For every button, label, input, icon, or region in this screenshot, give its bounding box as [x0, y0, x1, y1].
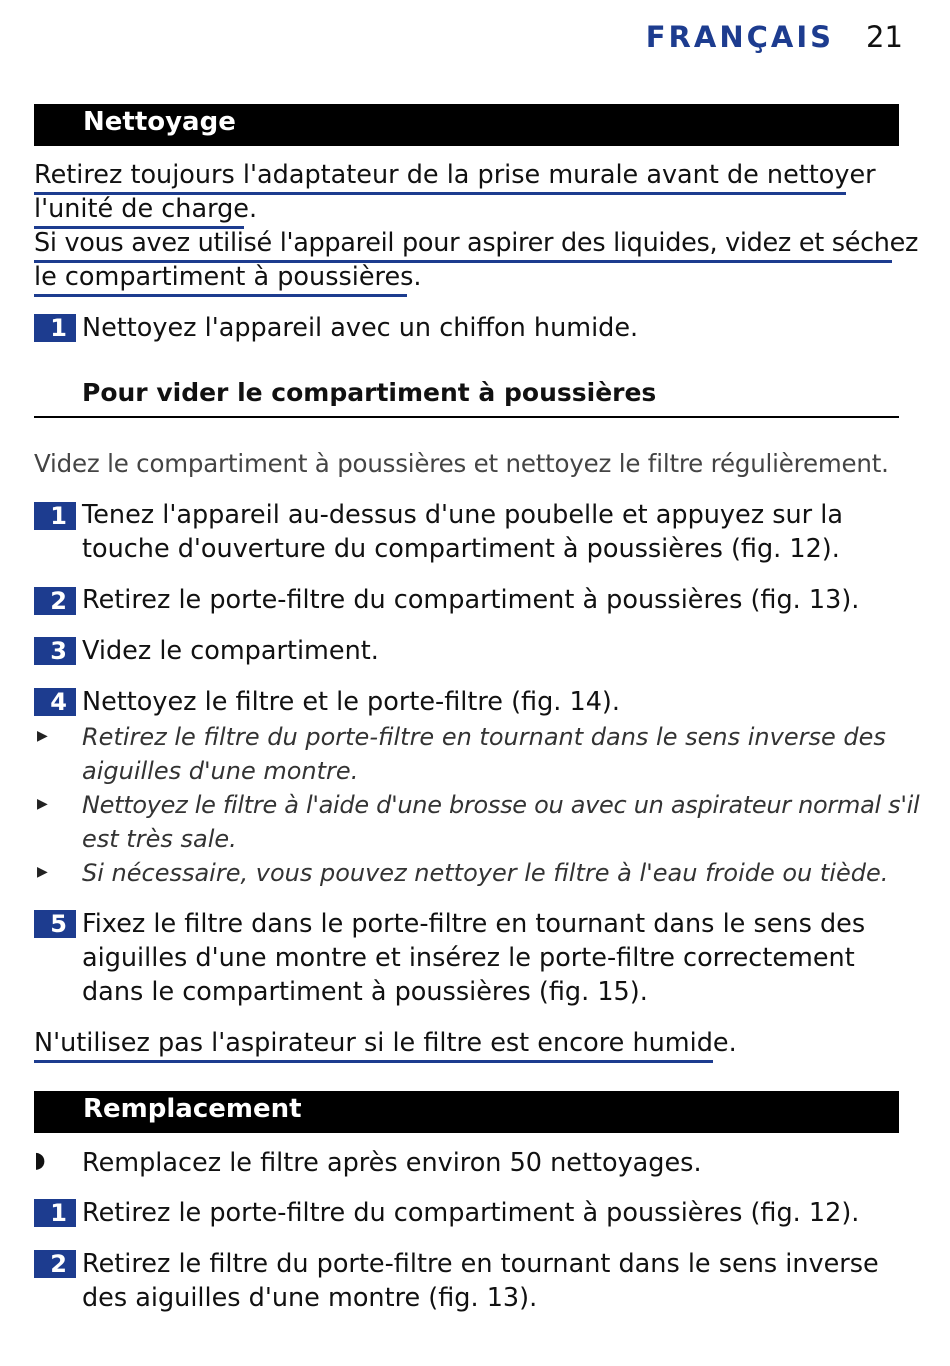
section-title: Nettoyage	[83, 107, 236, 137]
step-number: 4	[34, 688, 76, 716]
step-number: 2	[34, 1250, 76, 1278]
step-text: des aiguilles d'une montre (fig. 13).	[82, 1283, 538, 1313]
triangle-bullet-icon: ▶	[37, 728, 48, 744]
half-circle-bullet-icon: ◗	[34, 1148, 46, 1173]
step-text: Fixez le filtre dans le porte-filtre en tournant dans le sens des	[82, 909, 866, 939]
step-text: Nettoyez le filtre et le porte-filtre (fig. 14).	[82, 687, 620, 717]
step-text: Retirez le filtre du porte-filtre en tournant dans le sens inverse	[82, 1249, 879, 1279]
section-header-cleaning	[34, 104, 899, 146]
section-title: Remplacement	[83, 1094, 302, 1124]
warning-line: l'unité de charge.	[34, 194, 258, 224]
subsection-title: Pour vider le compartiment à poussières	[82, 378, 657, 407]
tip-text: Si nécessaire, vous pouvez nettoyer le filtre à l'eau froide ou tiède.	[82, 859, 889, 887]
step-text: aiguilles d'une montre et insérez le porte-filtre correctement	[82, 943, 855, 973]
language-label: FRANÇAIS	[645, 20, 834, 54]
step-number: 1	[34, 314, 76, 342]
warning-underline	[34, 294, 407, 297]
tip-text: Nettoyez le filtre à l'aide d'une brosse ou avec un aspirateur normal s'il	[82, 791, 920, 819]
step-number: 1	[34, 502, 76, 530]
page-number: 21	[866, 20, 903, 54]
triangle-bullet-icon: ▶	[37, 864, 48, 880]
step-number: 3	[34, 637, 76, 665]
step-number: 1	[34, 1199, 76, 1227]
step-text: Tenez l'appareil au-dessus d'une poubelle et appuyez sur la	[82, 500, 843, 530]
warning-line: le compartiment à poussières.	[34, 262, 422, 292]
tip-text: Retirez le filtre du porte-filtre en tournant dans le sens inverse des	[82, 723, 886, 751]
warning-line: N'utilisez pas l'aspirateur si le filtre est encore humide.	[34, 1028, 737, 1058]
intro-text: Videz le compartiment à poussières et nettoyez le filtre régulièrement.	[34, 449, 889, 478]
step-text: touche d'ouverture du compartiment à poussières (fig. 12).	[82, 534, 840, 564]
step-text: Retirez le porte-filtre du compartiment à poussières (fig. 13).	[82, 585, 860, 615]
triangle-bullet-icon: ▶	[37, 796, 48, 812]
tip-text: est très sale.	[82, 825, 237, 853]
warning-underline	[34, 1060, 713, 1063]
step-text: Nettoyez l'appareil avec un chiffon humide.	[82, 313, 639, 343]
warning-line: Retirez toujours l'adaptateur de la prise murale avant de nettoyer	[34, 160, 876, 190]
step-text: dans le compartiment à poussières (fig. 15).	[82, 977, 648, 1007]
tip-text: aiguilles d'une montre.	[82, 757, 359, 785]
step-number: 5	[34, 910, 76, 938]
subsection-rule	[34, 416, 899, 418]
step-text: Retirez le porte-filtre du compartiment à poussières (fig. 12).	[82, 1198, 860, 1228]
warning-line: Si vous avez utilisé l'appareil pour aspirer des liquides, videz et séchez	[34, 228, 919, 258]
note-text: Remplacez le filtre après environ 50 nettoyages.	[82, 1148, 702, 1178]
section-header-replace	[34, 1091, 899, 1133]
step-text: Videz le compartiment.	[82, 636, 379, 666]
step-number: 2	[34, 587, 76, 615]
